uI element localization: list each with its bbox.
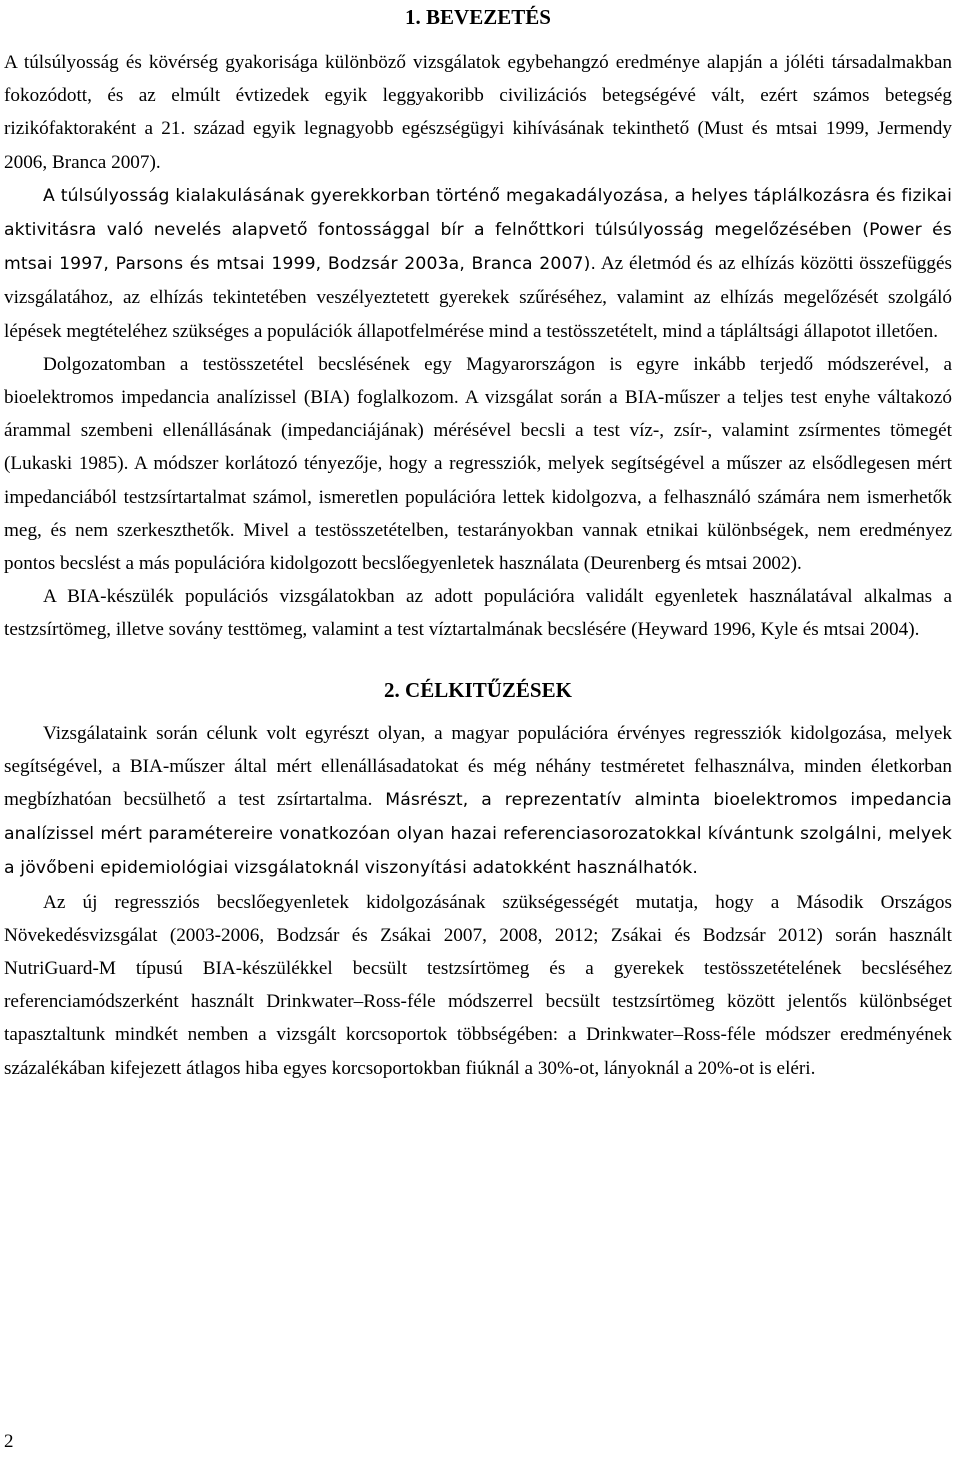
paragraph-1: A túlsúlyosság és kövérség gyakorisága különböző vizsgálatok egybehangzó eredménye alapján a jóléti társadalmakban fokozódott, és az elmúlt évtizedek egyik leggyakoribb civilizációs betegségévé vált, ezért számos betegség rizikófaktoraként a 21. század egyik legnagyobb egészségügyi kihívásának tekinthető (Must és mtsai 1999, Jermendy 2006, Branca 2007). <box>4 52 952 173</box>
section-body-objectives <box>4 717 952 1085</box>
section-objectives <box>4 673 952 1085</box>
paragraph-3: Dolgozatomban a testösszetétel becslésének egy Magyarországon is egyre inkább terjedő módszerével, a bioelektromos impedancia analízissel (BIA) foglalkozom. A vizsgálat során a BIA-műszer a teljes test enyhe váltakozó árammal szembeni ellenállásának (impedanciájának) mérésével becsli a test víz-, zsír-, valamint zsírmentes tömegét (Lukaski 1985). A módszer korlátozó tényezője, hogy a regressziók, melyek segítségével a műszer az elsődlegesen mért impedanciából testzsírtartalmat számol, ismeretlen populációra lettek kidolgozva, a felhasználó számára nem ismerhetők meg, és nem szerkeszthetők. Mivel a testösszetételben, testarányokban vannak etnikai különbségek, nem eredményez pontos becslést a más populációra kidolgozott becslőegyenletek használata (Deurenberg és mtsai 2002). <box>4 353 952 575</box>
section-introduction <box>4 0 952 647</box>
paragraph-6: Az új regressziós becslőegyenletek kidolgozásának szükségességét mutatja, hogy a Második Országos Növekedésvizsgálat (2003-2006, Bodzsár és Zsákai 2007, 2008, 2012; Zsákai és Bodzsár 2012) során használt NutriGuard-M típusú BIA-készülékkel becsült testzsírtömeg és a gyerekek testösszetételének becsléséhez referenciamódszerként használt Drinkwater–Ross-féle módszerrel becsült testzsírtömeg között jelentős különbséget tapasztaltunk mindkét nemben a vizsgált korcsoportok többségében: a Drinkwater–Ross-féle módszer eredményének százalékában kifejezett átlagos hiba egyes korcsoportokban fiúknál a 30%-ot, lányoknál a 20%-ot is eléri. <box>4 891 952 1079</box>
paragraph-2-serif-segment: Az életmód és az elhízás közötti összefüggés vizsgálatához, az elhízás tekintetében veszélyeztetett gyerekek szűréséhez, valamint az elhízás megelőzését szolgáló lépések megtételéhez szükséges a populációk állapotfelmérése mind a testösszetételt, mind a tápláltsági állapotot illetően. <box>4 253 952 342</box>
paragraph-4: A BIA-készülék populációs vizsgálatokban az adott populációra validált egyenletek használatával alkalmas a testzsírtömeg, illetve sovány testtömeg, valamint a test víztartalmának becslésére (Heyward 1996, Kyle és mtsai 2004). <box>4 586 952 641</box>
page-number: 2 <box>4 1431 14 1452</box>
paragraph-2-sans-segment: A túlsúlyosság kialakulásának gyerekkorban történő megakadályozása, a helyes táplálkozásra és fizikai aktivitásra való nevelés alapvető fontossággal bír a felnőttkori túlsúlyosság megelőzésében (Power és mtsai 1997, Parsons és mtsai 1999, Bodzsár 2003a, Branca 2007). <box>4 185 952 275</box>
paragraph-2 <box>4 179 952 348</box>
paragraph-5 <box>4 717 952 886</box>
paragraph-5-serif-segment: Vizsgálataink során célunk volt egyrészt olyan, a magyar populációra érvényes regressziók kidolgozása, melyek segítségével, a BIA-műszer által mért ellenállásadatokat és még néhány testméretet felhasználva, minden életkorban megbízhatóan becsülhető a test zsírtartalma. <box>4 722 952 811</box>
section-heading-objectives: 2. CÉLKITŰZÉSEK <box>384 677 572 702</box>
section-body-introduction <box>4 46 952 647</box>
paragraph-5-sans-segment: Másrészt, a reprezentatív alminta bioelektromos impedancia analízissel mért paramétereire vonatkozóan olyan hazai referenciasorozatokkal kívántunk szolgálni, melyek a jövőbeni epidemiológiai vizsgálatoknál viszonyítási adatokként használhatók. <box>4 790 952 879</box>
section-heading-introduction: 1. BEVEZETÉS <box>405 5 551 29</box>
